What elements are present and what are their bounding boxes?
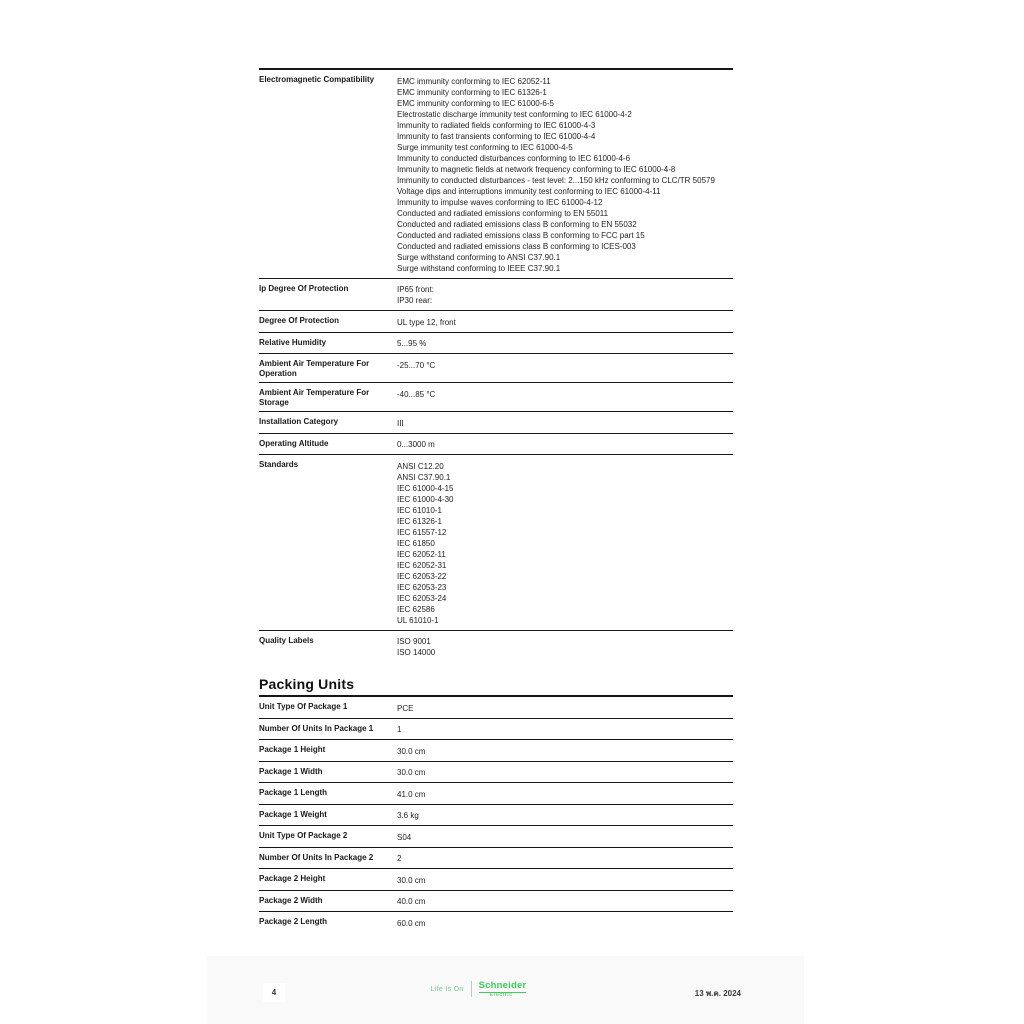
- table-row: [259, 434, 733, 456]
- packing-units-heading: Packing Units: [259, 676, 733, 697]
- row-value: UL type 12, front: [397, 317, 456, 327]
- logo-divider: [471, 981, 472, 997]
- row-values: [397, 388, 733, 407]
- row-values: [397, 831, 733, 843]
- packing-units-table: [259, 697, 733, 933]
- row-value: IEC 62052-31: [397, 560, 447, 570]
- row-values: [397, 917, 733, 929]
- row-value: IP30 rear:: [397, 296, 433, 305]
- row-values: [397, 853, 733, 865]
- row-value: IEC 62053-24: [397, 593, 447, 603]
- row-value: Conducted and radiated emissions conforming to EN 55011: [397, 208, 609, 218]
- row-values: [397, 417, 733, 429]
- row-values: [397, 439, 733, 451]
- table-row: [259, 279, 733, 312]
- row-label: Number Of Units In Package 1: [259, 723, 374, 733]
- row-values: [397, 810, 733, 822]
- brand-block: [207, 980, 750, 998]
- row-values: [397, 788, 733, 800]
- table-row: [259, 412, 733, 434]
- row-value: Immunity to radiated fields conforming to IEC 61000-4-3: [397, 120, 596, 130]
- row-label: Package 2 Width: [259, 895, 323, 905]
- row-value: IEC 61000-4-15: [397, 483, 454, 493]
- row-label: Unit Type Of Package 1: [259, 702, 348, 711]
- row-value: -40...85 °C: [397, 389, 436, 399]
- row-value: 30.0 cm: [397, 875, 426, 885]
- table-row: [259, 848, 733, 870]
- row-label: Installation Category: [259, 417, 339, 426]
- row-values: [397, 724, 733, 736]
- row-value: Immunity to impulse waves conforming to IEC 61000-4-12: [397, 197, 603, 207]
- row-label: Package 2 Height: [259, 874, 326, 883]
- page-footer: [207, 956, 804, 1024]
- row-value: Surge immunity test conforming to IEC 61000-4-5: [397, 142, 573, 152]
- row-value: Surge withstand conforming to IEEE C37.90.1: [397, 263, 561, 273]
- row-value: Conducted and radiated emissions class B conforming to EN 55032: [397, 219, 637, 229]
- row-value: EMC immunity conforming to IEC 61326-1: [397, 87, 547, 97]
- row-value: Immunity to conducted disturbances - test level: 2...150 kHz conforming to CLC/TR 50579: [397, 175, 715, 185]
- row-value: Immunity to fast transients conforming to IEC 61000-4-4: [397, 131, 596, 141]
- row-label: Electromagnetic Compatibility: [259, 75, 375, 84]
- row-label: Operating Altitude: [259, 438, 329, 448]
- row-value: IEC 62586: [397, 604, 435, 614]
- row-value: 60.0 cm: [397, 918, 426, 928]
- row-value: 1: [397, 725, 402, 734]
- row-value: 30.0 cm: [397, 746, 426, 756]
- row-value: Surge withstand conforming to ANSI C37.90.1: [397, 252, 561, 262]
- row-value: 3.6 kg: [397, 811, 419, 820]
- row-value: UL 61010-1: [397, 615, 439, 625]
- table-row: [259, 455, 733, 631]
- table-row: [259, 311, 733, 333]
- row-label: Ambient Air Temperature For Operation: [259, 359, 370, 378]
- row-value: IEC 62052-11: [397, 549, 446, 559]
- row-values: [397, 316, 733, 328]
- row-value: Conducted and radiated emissions class B conforming to FCC part 15: [397, 230, 645, 240]
- row-values: [397, 75, 733, 274]
- row-value: IEC 61850: [397, 538, 435, 548]
- row-value: IP65 front:: [397, 285, 434, 294]
- table-row: [259, 631, 733, 663]
- table-row: [259, 354, 733, 383]
- row-label: Package 1 Width: [259, 766, 323, 776]
- table-row: [259, 869, 733, 891]
- row-label: Number Of Units In Package 2: [259, 852, 374, 862]
- row-value: III: [397, 418, 404, 428]
- row-value: 40.0 cm: [397, 897, 426, 906]
- row-values: [397, 359, 733, 378]
- life-is-on-tagline: Life Is On: [430, 985, 464, 993]
- page-number: 4: [263, 983, 285, 1002]
- row-value: IEC 61010-1: [397, 505, 442, 515]
- row-values: [397, 745, 733, 757]
- table-row: [259, 697, 733, 719]
- row-value: Voltage dips and interruptions immunity test conforming to IEC 61000-4-11: [397, 186, 661, 196]
- row-value: Electrostatic discharge immunity test conforming to IEC 61000-4-2: [397, 109, 632, 119]
- row-values: [397, 284, 733, 307]
- row-value: Immunity to magnetic fields at network frequency conforming to IEC 61000-4-8: [397, 164, 676, 174]
- row-label: Package 1 Length: [259, 788, 328, 797]
- row-label: Package 2 Length: [259, 917, 328, 926]
- row-values: [397, 767, 733, 779]
- row-values: [397, 636, 733, 659]
- table-row: [259, 783, 733, 805]
- row-value: ANSI C37.90.1: [397, 472, 451, 482]
- row-value: ISO 9001: [397, 637, 431, 646]
- row-label: Degree Of Protection: [259, 316, 340, 325]
- row-value: EMC immunity conforming to IEC 61000-6-5: [397, 98, 554, 108]
- table-row: [259, 891, 733, 913]
- row-label: Quality Labels: [259, 635, 314, 645]
- table-row: [259, 740, 733, 762]
- row-label: Package 1 Height: [259, 745, 326, 754]
- table-row: [259, 912, 733, 933]
- table-row: [259, 70, 733, 279]
- row-label: Unit Type Of Package 2: [259, 831, 348, 840]
- row-label: Ambient Air Temperature For Storage: [259, 388, 370, 407]
- brand-sub: Electric: [489, 992, 513, 998]
- table-row: [259, 762, 733, 784]
- row-value: IEC 62053-22: [397, 571, 447, 581]
- row-values: [397, 460, 733, 626]
- row-label: Ip Degree Of Protection: [259, 283, 349, 293]
- row-value: IEC 62053-23: [397, 582, 447, 592]
- row-value: Immunity to conducted disturbances conforming to IEC 61000-4-6: [397, 153, 631, 163]
- table-row: [259, 805, 733, 827]
- table-row: [259, 826, 733, 848]
- row-value: S04: [397, 832, 412, 842]
- row-value: ANSI C12.20: [397, 461, 444, 471]
- row-label: Relative Humidity: [259, 337, 327, 347]
- schneider-electric-logo: [479, 980, 527, 998]
- row-value: EMC immunity conforming to IEC 62052-11: [397, 76, 551, 86]
- row-value: IEC 61326-1: [397, 516, 442, 526]
- table-row: [259, 719, 733, 741]
- environment-spec-table: [259, 68, 733, 662]
- row-label: Standards: [259, 460, 299, 469]
- row-value: IEC 61557-12: [397, 527, 447, 537]
- row-value: 5...95 %: [397, 339, 427, 348]
- row-values: [397, 702, 733, 714]
- row-label: Package 1 Weight: [259, 809, 327, 819]
- table-row: [259, 333, 733, 355]
- row-values: [397, 896, 733, 908]
- row-value: Conducted and radiated emissions class B conforming to ICES-003: [397, 241, 636, 251]
- row-value: 0...3000 m: [397, 440, 435, 449]
- table-row: [259, 383, 733, 412]
- row-value: 30.0 cm: [397, 768, 426, 777]
- row-value: 2: [397, 854, 402, 863]
- row-value: IEC 61000-4-30: [397, 494, 454, 504]
- row-values: [397, 874, 733, 886]
- row-value: ISO 14000: [397, 648, 436, 657]
- page-content: [259, 68, 733, 933]
- brand-name: Schneider: [478, 980, 527, 991]
- row-value: 41.0 cm: [397, 789, 426, 799]
- row-values: [397, 338, 733, 350]
- document-date: 13 พ.ค. 2024: [694, 989, 741, 998]
- row-value: PCE: [397, 703, 414, 713]
- row-value: -25...70 °C: [397, 360, 436, 370]
